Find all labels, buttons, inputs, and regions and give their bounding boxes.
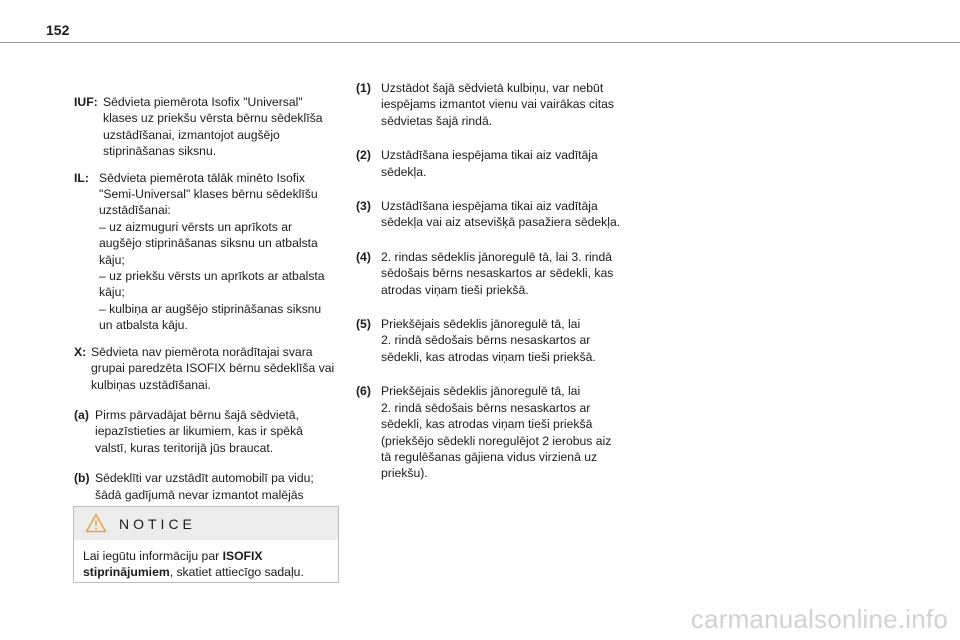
notice-header	[74, 507, 338, 540]
text-line: sēdekli, kas atrodas viņam tieši priekšā	[381, 417, 593, 432]
text-line: sēdekļa vai aiz atsevišķā pasažiera sēdekļa.	[381, 215, 621, 230]
text-line: iespējams izmantot vienu vai vairākas citas	[381, 97, 615, 112]
notice-text: Lai iegūtu informāciju par	[83, 549, 223, 563]
footnote-2	[356, 147, 628, 180]
text-line: Sēdvieta nav piemērota norādītajai svara	[91, 344, 313, 359]
text-line: 2. rindā sēdošais bērns nesaskartos ar	[381, 400, 591, 415]
footnote-text	[381, 383, 628, 481]
text-line: klases uz priekšu vērsta bērnu sēdeklīša	[103, 111, 323, 126]
text-line: kāju;	[99, 252, 125, 267]
text-line: kulbiņas uzstādīšanai.	[91, 377, 211, 392]
text-line: Pirms pārvadājat bērnu šajā sēdvietā,	[95, 407, 299, 422]
text-line: iepazīstieties ar likumiem, kas ir spēkā	[95, 424, 303, 439]
text-line: sēdvietas šajā rindā.	[381, 113, 493, 128]
notice-bold-text: ISOFIX	[222, 549, 263, 563]
header-divider	[0, 42, 960, 43]
watermark: carmanualsonline.info	[690, 604, 948, 634]
footnote-key: (3)	[356, 199, 371, 214]
right-column	[356, 80, 628, 482]
text-line: 2. rindas sēdeklis jānoregulē tā, lai 3. rindā	[381, 249, 613, 264]
footnote-3	[356, 198, 628, 231]
text-line: (priekšējo sēdekli noregulējot 2 ierobus aiz	[381, 433, 612, 448]
notice-body	[83, 548, 333, 581]
text-line: – uz aizmuguri vērsts un aprīkots ar	[99, 219, 293, 234]
footnote-text	[381, 147, 628, 180]
text-line: "Semi-Universal" klases bērnu sēdeklīšu	[99, 187, 318, 202]
footnote-key: (6)	[356, 384, 371, 399]
entry-text	[103, 94, 342, 160]
notice-line	[83, 548, 333, 564]
footnote-text	[381, 198, 628, 231]
footnote-key: (2)	[356, 148, 371, 163]
footnote-key: (5)	[356, 317, 371, 332]
footnote-key: (1)	[356, 81, 371, 95]
text-line: augšējo stiprināšanas siksnu un atbalsta	[99, 236, 318, 251]
entry-key: IUF:	[74, 95, 98, 109]
text-line: Priekšējais sēdeklis jānoregulē tā, lai	[381, 317, 581, 332]
text-line: Sēdvieta piemērota tālāk minēto Isofix	[99, 170, 305, 185]
entry-key: (a)	[74, 407, 89, 422]
notice-line	[83, 564, 333, 580]
text-line: valstī, kuras teritorijā jūs braucat.	[95, 440, 274, 455]
footnote-text	[381, 249, 628, 298]
text-line: Sēdvieta piemērota Isofix "Universal"	[103, 95, 303, 109]
text-line: tā regulēšanas gājiena vidus virzienā uz	[381, 449, 598, 464]
notice-title: NOTICE	[119, 516, 196, 532]
text-line: – kulbiņa ar augšējo stiprināšanas siksnu	[99, 301, 322, 316]
entry-text	[99, 170, 342, 334]
text-line: Sēdeklīti var uzstādīt automobilī pa vidu;	[95, 471, 314, 486]
text-line: šādā gadījumā nevar izmantot malējās	[95, 487, 304, 502]
footnote-6	[356, 383, 628, 481]
entry-a	[74, 407, 342, 456]
entry-key: IL:	[74, 170, 89, 185]
text-line: sēdekli, kas atrodas viņam tieši priekšā.	[381, 349, 596, 364]
text-line: 2. rindā sēdošais bērns nesaskartos ar	[381, 333, 591, 348]
entry-x	[74, 344, 342, 393]
entry-il	[74, 170, 342, 334]
text-line: kāju;	[99, 285, 125, 300]
text-line: sēdošais bērns nesaskartos ar sēdekli, kas	[381, 266, 614, 281]
text-line: stiprināšanas siksnu.	[103, 144, 217, 159]
footnote-4	[356, 249, 628, 298]
text-line: Uzstādot šajā sēdvietā kulbiņu, var nebūt	[381, 81, 604, 95]
text-line: uzstādīšanai, izmantojot augšējo	[103, 127, 280, 142]
page-number: 152	[46, 22, 70, 38]
text-line: uzstādīšanai:	[99, 203, 171, 218]
entry-key: X:	[74, 344, 87, 359]
text-line: Uzstādīšana iespējama tikai aiz vadītāja	[381, 148, 598, 163]
text-line: atrodas viņam tieši priekšā.	[381, 282, 529, 297]
entry-key: (b)	[74, 471, 90, 486]
left-column	[74, 94, 342, 519]
entry-text	[91, 344, 342, 393]
text-line: – uz priekšu vērsts un aprīkots ar atbalsta	[99, 269, 325, 284]
footnote-5	[356, 316, 628, 365]
footnote-text	[381, 316, 628, 365]
text-line: priekšu).	[381, 466, 428, 481]
footnote-key: (4)	[356, 249, 371, 264]
entry-text	[95, 407, 342, 456]
text-line: sēdekļa.	[381, 164, 427, 179]
text-line: grupai paredzēta ISOFIX bērnu sēdeklīša vai	[91, 361, 335, 376]
footnote-1	[356, 80, 628, 129]
notice-bold-text: stiprinājumiem	[83, 565, 170, 580]
warning-icon	[85, 513, 107, 533]
notice-box	[73, 506, 339, 583]
text-line: Uzstādīšana iespējama tikai aiz vadītāja	[381, 199, 598, 214]
text-line: Priekšējais sēdeklis jānoregulē tā, lai	[381, 384, 581, 399]
footnote-text	[381, 80, 628, 129]
entry-iuf	[74, 94, 342, 160]
text-line: un atbalsta kāju.	[99, 318, 188, 333]
notice-text: , skatiet attiecīgo sadaļu.	[169, 565, 304, 580]
